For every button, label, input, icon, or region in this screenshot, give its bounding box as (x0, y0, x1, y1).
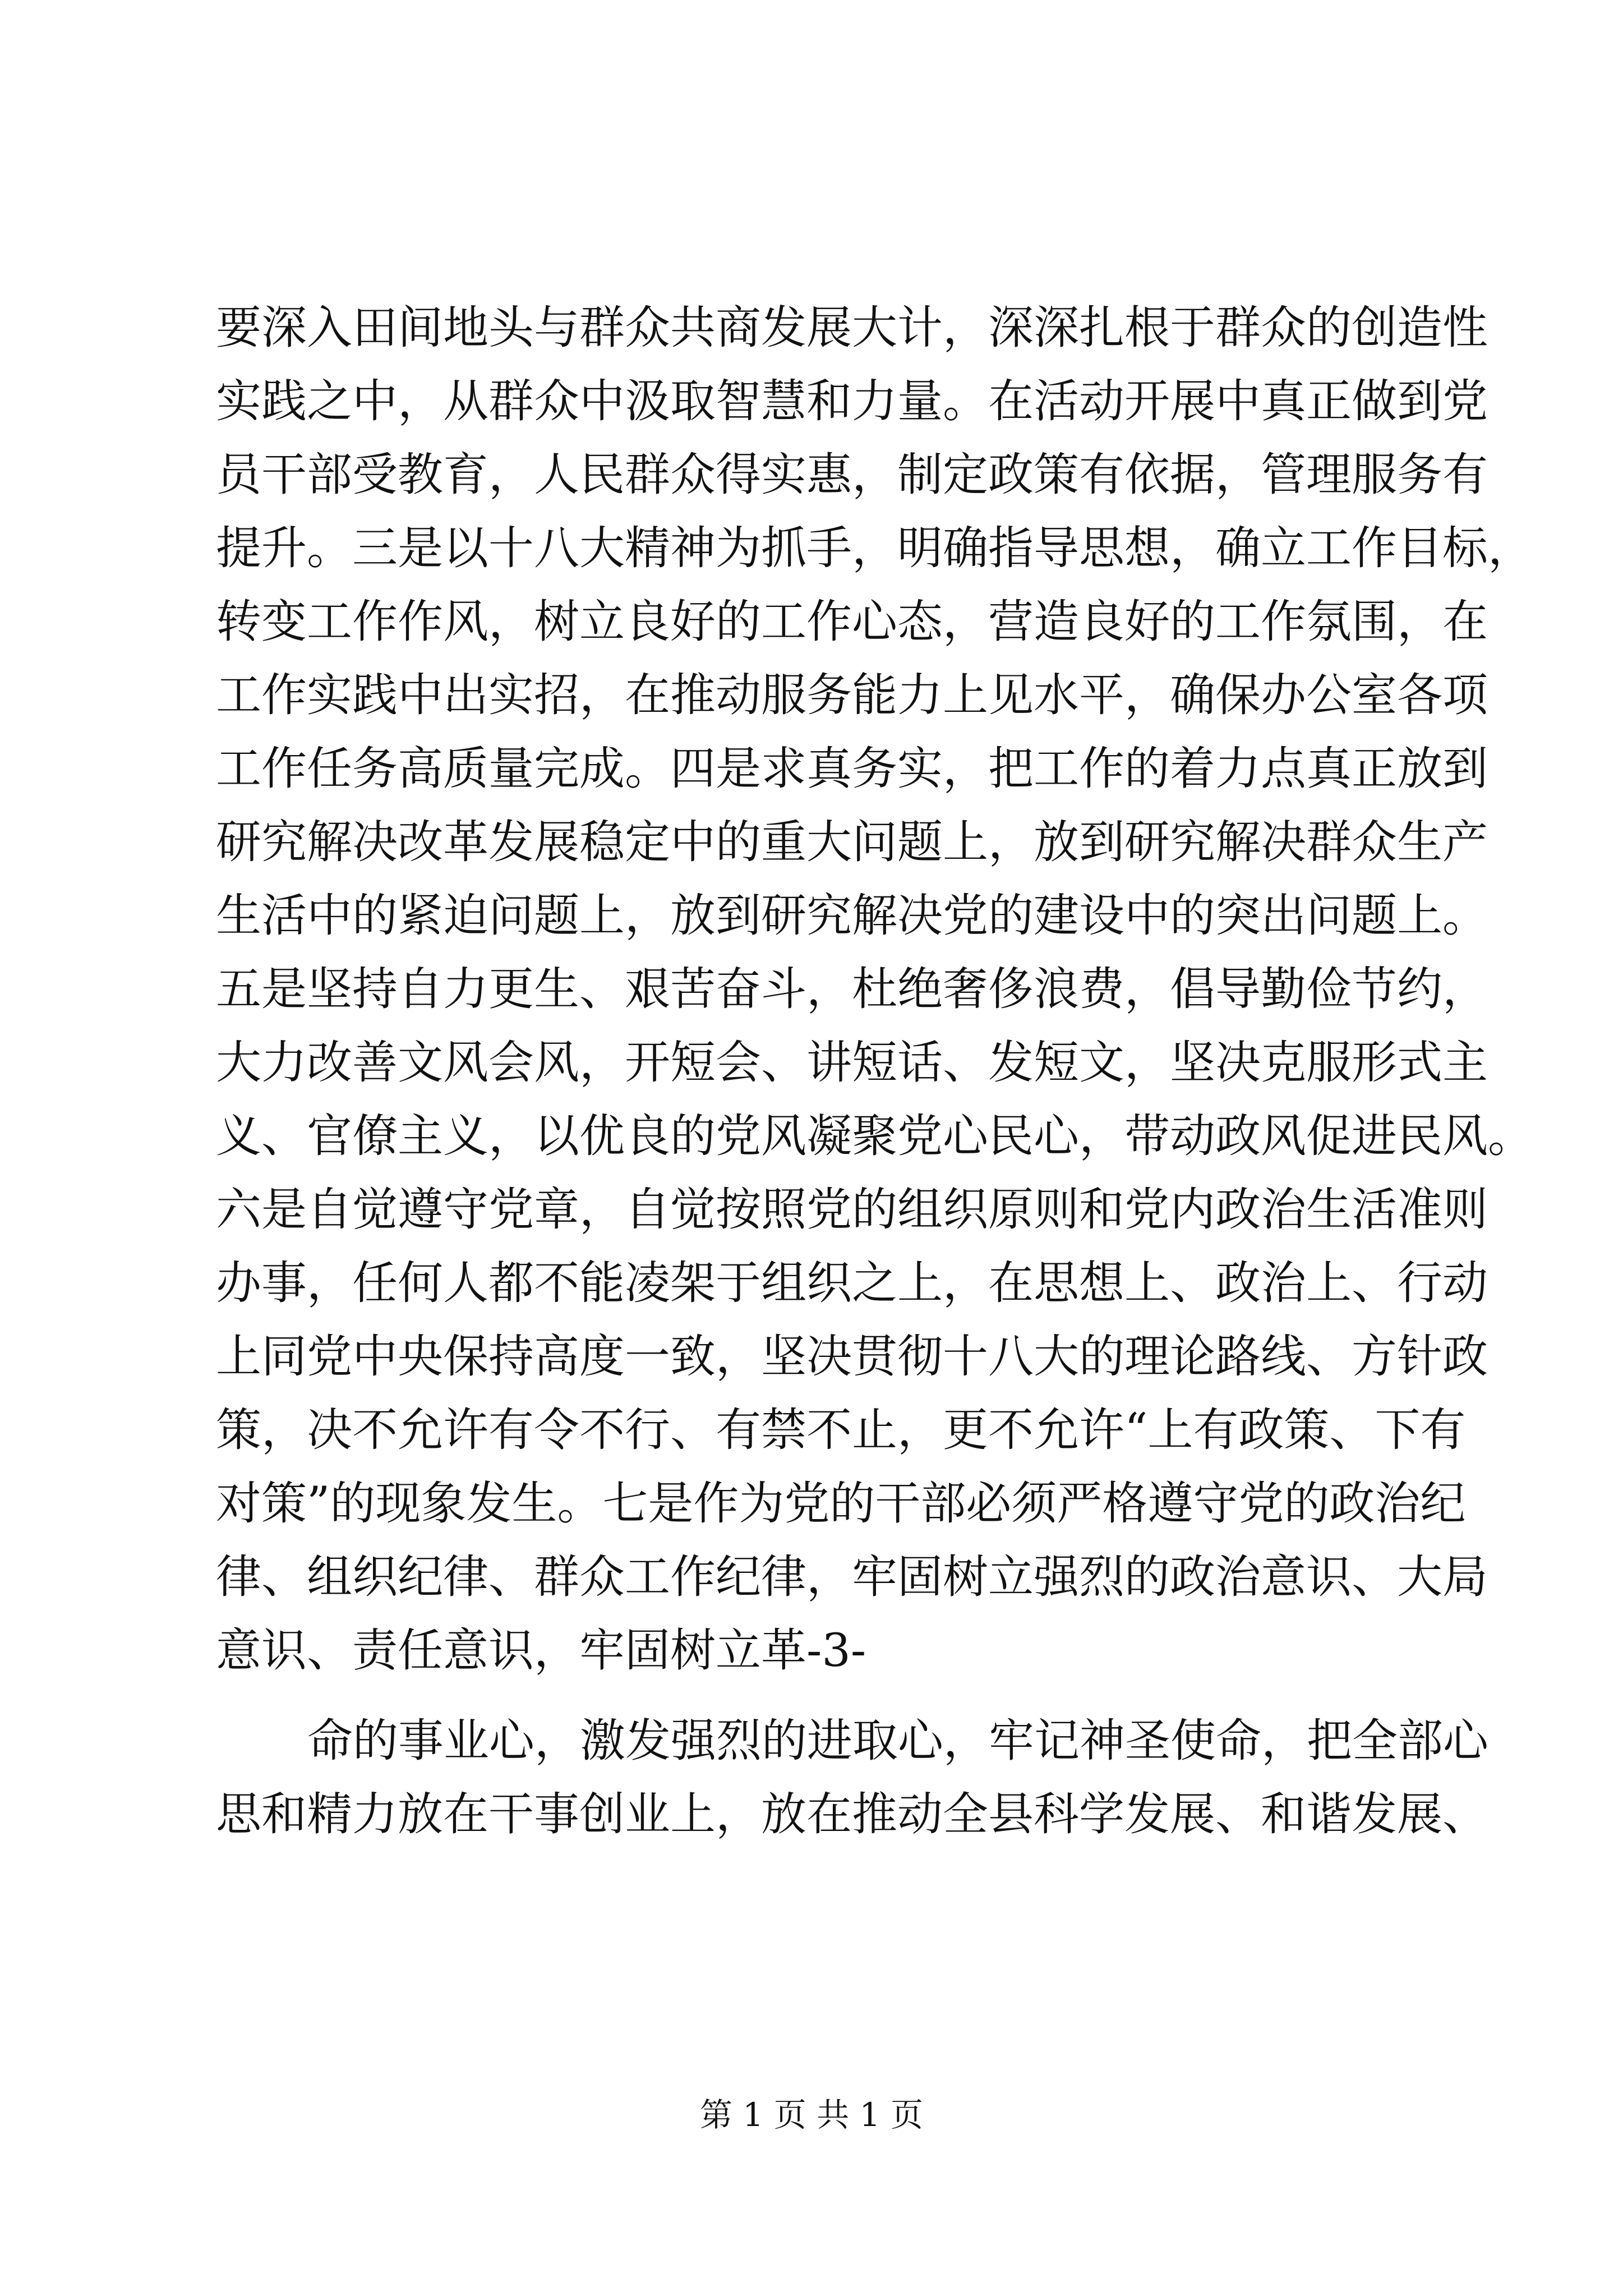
text-line: 提升。三是以十八大精神为抓手，明确指导思想，确立工作目标， (216, 522, 1534, 575)
text-line-indented: 命的事业心，激发强烈的进取心，牢记神圣使命，把全部心 (307, 1715, 1489, 1768)
text-line: 大力改善文风会风，开短会、讲短话、发短文，坚决克服形式主 (216, 1037, 1488, 1089)
paragraph-gap (216, 1688, 1422, 1705)
page-number-footer: 第 1 页 共 1 页 (700, 2096, 923, 2134)
text-line: 员干部受教育，人民群众得实惠，制定政策有依据，管理服务有 (216, 449, 1488, 501)
text-line: 转变工作作风，树立良好的工作心态，营造良好的工作氛围，在 (216, 596, 1488, 648)
text-line: 工作任务高质量完成。四是求真务实，把工作的着力点真正放到 (216, 743, 1488, 795)
text-line: 工作实践中出实招，在推动服务能力上见水平，确保办公室各项 (216, 669, 1488, 722)
text-line: 策，决不允许有令不行、有禁不止，更不允许“上有政策、下有 (216, 1404, 1466, 1457)
text-line: 对策”的现象发生。七是作为党的干部必须严格遵守党的政治纪 (216, 1478, 1466, 1530)
document-body (216, 292, 1534, 1852)
text-line: 五是坚持自力更生、艰苦奋斗，杜绝奢侈浪费，倡导勤俭节约， (216, 963, 1488, 1016)
paragraph-1 (216, 292, 1534, 1688)
text-line: 上同党中央保持高度一致，坚决贯彻十八大的理论路线、方针政 (216, 1331, 1488, 1383)
text-line: 义、官僚主义，以优良的党风凝聚党心民心，带动政风促进民风。 (216, 1110, 1534, 1163)
text-line: 思和精力放在干事创业上，放在推动全县科学发展、和谐发展、 (216, 1788, 1488, 1841)
text-line: 六是自觉遵守党章，自觉按照党的组织原则和党内政治生活准则 (216, 1184, 1488, 1236)
text-line: 律、组织纪律、群众工作纪律，牢固树立强烈的政治意识、大局 (216, 1551, 1488, 1604)
text-line: 生活中的紧迫问题上，放到研究解决党的建设中的突出问题上。 (216, 890, 1488, 942)
paragraph-2 (216, 1705, 1489, 1852)
text-line: 意识、责任意识，牢固树立革-3- (216, 1625, 866, 1677)
text-line: 要深入田间地头与群众共商发展大计，深深扎根于群众的创造性 (216, 302, 1488, 355)
text-line: 办事，任何人都不能凌架于组织之上，在思想上、政治上、行动 (216, 1257, 1488, 1310)
text-line: 实践之中，从群众中汲取智慧和力量。在活动开展中真正做到党 (216, 375, 1488, 428)
text-line: 研究解决改革发展稳定中的重大问题上，放到研究解决群众生产 (216, 816, 1488, 869)
